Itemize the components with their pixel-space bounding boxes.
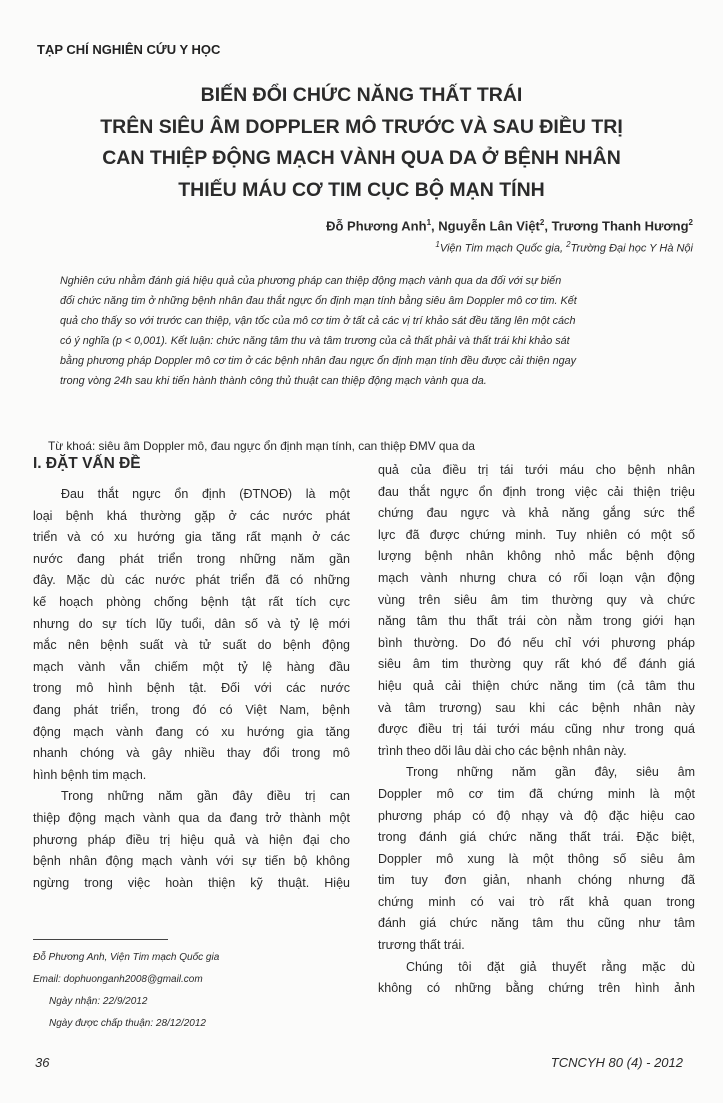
paragraph (33, 786, 350, 894)
journal-issue: TCNCYH 80 (4) - 2012 (550, 1055, 683, 1070)
text-line: bệnh nhân động mạch vành với sự tiến bộ không (33, 854, 350, 869)
text-line: Trong những năm gần đây, siêu âm (406, 765, 695, 780)
text-line: bình thường. Do đó nếu chỉ với phương pháp (378, 635, 695, 650)
affiliation-mark: 1 (435, 240, 440, 249)
author-name: Trương Thanh Hương (551, 218, 689, 234)
text-line: nhanh chóng và gây nhiều thay đổi trong mô (33, 746, 350, 761)
footnote-divider (33, 939, 168, 940)
footnote (33, 947, 219, 1035)
abstract-line: bằng phương pháp Doppler mô cơ tim ở các bệnh nhân đau ngực ổn định mạn tính đều được cải thiện ngay (60, 355, 577, 367)
title-line: TRÊN SIÊU ÂM DOPPLER MÔ TRƯỚC VÀ SAU ĐIỀU TRỊ (100, 115, 623, 138)
text-line: vùng trên siêu âm tim thường quy và chức (378, 592, 695, 607)
text-line: loại bệnh khá thường gặp ở các nước phát (33, 508, 350, 523)
text-line: trương thất trái. (378, 938, 465, 953)
affiliation-text: Viện Tim mạch Quốc gia, (439, 242, 567, 255)
author-affiliation-mark: 2 (688, 218, 693, 227)
author-affiliation-mark: 2 (539, 218, 545, 227)
text-line: trong đánh giá chức năng thất trái. Đặc biệt, (378, 830, 695, 845)
page-number: 36 (35, 1055, 50, 1070)
text-line: Doppler mô xung là một thông số siêu âm (378, 851, 695, 866)
author-name: Nguyễn Lân Việt (438, 218, 540, 234)
text-line: năng tâm thu thất trái còn nằm trong giới hạn (378, 614, 695, 629)
text-line: triển và có xu hướng gia tăng rất mạnh ở các (33, 530, 350, 545)
text-line: thiệp động mạch vành qua da đang trở thành một (33, 810, 350, 825)
paragraph (378, 460, 695, 762)
affiliation-mark: 2 (566, 240, 571, 249)
text-line: lượng bệnh nhân không nhỏ mắc bệnh động (378, 549, 695, 564)
text-line: nhưng do sự tích lũy tuổi, dân số và tỷ lệ mới (33, 616, 350, 631)
text-line: không có những bằng chứng trên hình ảnh (378, 981, 695, 996)
text-line: Trong những năm gần đây điều trị can (61, 789, 350, 804)
paragraph (378, 957, 695, 1000)
paragraph (378, 762, 695, 956)
right-column (378, 460, 695, 1000)
text-line: chứng đau ngực và khả năng gắng sức thể (378, 506, 695, 521)
footnote-accepted: Ngày được chấp thuận: 28/12/2012 (49, 1018, 206, 1029)
text-line: chứng minh có vai trò rất khả quan trong (378, 894, 695, 909)
text-line: hình bệnh tim mạch. (33, 767, 147, 782)
author-separator: , (431, 218, 439, 234)
text-line: kế hoạch phòng chống bệnh tật rất tích cực (33, 594, 350, 609)
text-line: phương pháp điều trị hiệu quả và hiện đại cho (33, 832, 350, 847)
text-line: trong mô hình bệnh tật. Đối với các nước (33, 681, 350, 696)
author-name: Đỗ Phương Anh (326, 218, 427, 234)
keywords: Từ khoá: siêu âm Doppler mô, đau ngực ổn định mạn tính, can thiệp ĐMV qua da (48, 439, 475, 453)
abstract-line: có ý nghĩa (p < 0,001). Kết luận: chức năng tâm thu và tâm trương của cả thất phải và thất trái khi khảo sát (60, 335, 570, 347)
author-affiliation-mark: 1 (426, 218, 432, 227)
text-line: Doppler mô cơ tim đã chứng minh là một (378, 786, 695, 801)
text-line: nước đang phát triển trong những năm gần (33, 551, 350, 566)
section-heading: I. ĐẶT VẤN ĐỀ (33, 455, 141, 472)
text-line: ngừng trong việc hoàn thiện kỹ thuật. Hiệu (33, 875, 350, 890)
text-line: trình theo dõi lâu dài cho các bệnh nhân này. (378, 743, 627, 758)
text-line: tim tuy đơn giản, nhanh chóng nhưng đã (378, 873, 695, 888)
text-line: hiệu quả cải thiện chức năng tim (cả tâm thu (378, 678, 695, 693)
text-line: động mạch vành đang có xu hướng gia tăng (33, 724, 350, 739)
text-line: phương pháp có độ nhạy và độ đặc hiệu cao (378, 808, 695, 823)
text-line: đánh giá chức năng tâm thu cũng như tâm (378, 916, 695, 931)
journal-header: TẠP CHÍ NGHIÊN CỨU Y HỌC (37, 42, 221, 57)
footnote-author: Đỗ Phương Anh, Viện Tim mạch Quốc gia (33, 952, 220, 963)
text-line: lực đã được chứng minh. Tuy nhiên có một số (378, 527, 695, 542)
footnote-email: Email: dophuonganh2008@gmail.com (33, 974, 203, 985)
affiliation-text: Trường Đại học Y Hà Nội (570, 242, 693, 255)
abstract-line: trong vòng 24h sau khi tiến hành thành công thủ thuật can thiệp động mạch vành qua da. (60, 375, 487, 387)
abstract-line: Nghiên cứu nhằm đánh giá hiệu quả của phương pháp can thiệp động mạch vành qua da đối với sự biến (60, 275, 562, 287)
affiliations (435, 240, 693, 255)
abstract-line: quả cho thấy so với trước can thiệp, vận tốc của mô cơ tim ở tất cả các vị trí khảo sát đều tăng lên một cách (60, 315, 576, 327)
text-line: quả của điều trị tái tưới máu cho bệnh nhân (378, 463, 695, 477)
footnote-received: Ngày nhận: 22/9/2012 (49, 996, 148, 1007)
article-title (40, 80, 683, 206)
text-line: mạch vành nhưng chưa có rối loạn vận động (378, 570, 695, 585)
text-line: mắc nên bệnh suất và tử suất do bệnh động (33, 638, 350, 653)
text-line: đau thắt ngực ổn định trong việc cải thiện triệu (378, 484, 695, 499)
text-line: siêu âm tim thường quy rất khó để đánh giá (378, 657, 695, 672)
author-list (326, 218, 693, 233)
text-line: đây. Mặc dù các nước phát triển đã có những (33, 573, 350, 588)
abstract-line: đổi chức năng tim ở những bệnh nhân đau thắt ngực ổn định mạn tính bằng siêu âm Doppler mô cơ tim. Kết (60, 295, 577, 307)
text-line: mạch vành vẫn chiếm một tỷ lệ hàng đầu (33, 659, 350, 674)
text-line: được điều trị tái tưới máu cũng như trong quá (378, 722, 695, 737)
title-line: CAN THIỆP ĐỘNG MẠCH VÀNH QUA DA Ở BỆNH NHÂN (102, 147, 621, 169)
text-line: Chúng tôi đặt giả thuyết rằng mặc dù (406, 959, 695, 974)
abstract (60, 271, 696, 391)
text-line: đang phát triển, trong đó có Việt Nam, bệnh (33, 702, 350, 717)
paragraph (33, 484, 350, 786)
title-line: BIẾN ĐỔI CHỨC NĂNG THẤT TRÁI (200, 84, 523, 106)
author-separator: , (544, 218, 552, 234)
text-line: Đau thắt ngực ổn định (ĐTNOĐ) là một (61, 487, 350, 501)
text-line: và tâm trương) sau khi các bệnh nhân này (378, 700, 695, 715)
left-column (33, 450, 350, 894)
title-line: THIẾU MÁU CƠ TIM CỤC BỘ MẠN TÍNH (178, 178, 545, 201)
